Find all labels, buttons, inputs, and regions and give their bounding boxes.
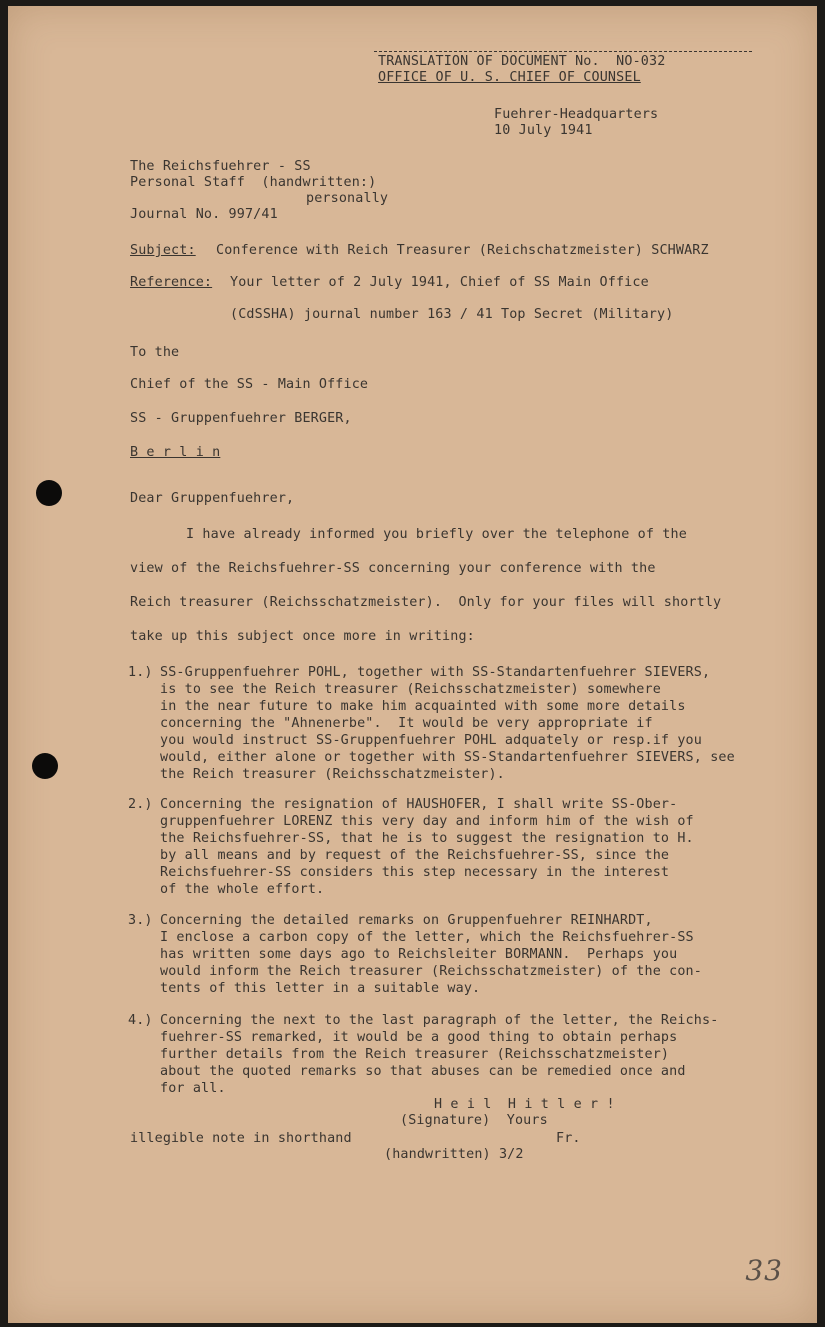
intro-line: view of the Reichsfuehrer-SS concerning your conference with the — [130, 561, 656, 576]
reference-line2: (CdSSHA) journal number 163 / 41 Top Secret (Military) — [230, 307, 674, 322]
header-rule-top — [374, 51, 752, 52]
signature-yours: (Signature) Yours — [400, 1113, 548, 1128]
page-number: 33 — [745, 1254, 783, 1287]
document-page — [8, 6, 817, 1323]
punch-hole-bottom — [32, 753, 58, 779]
point-line: Concerning the detailed remarks on Gruppenfuehrer REINHARDT, — [160, 913, 653, 928]
point-line: you would instruct SS-Gruppenfuehrer POHL adquately or resp.if you — [160, 733, 702, 748]
point-line: tents of this letter in a suitable way. — [160, 981, 481, 996]
point-line: of the whole effort. — [160, 882, 325, 897]
point-number: 4.) — [128, 1013, 153, 1028]
point-line: Reichsfuehrer-SS considers this step necessary in the interest — [160, 865, 670, 880]
point-number: 3.) — [128, 913, 153, 928]
recipient-name: SS - Gruppenfuehrer BERGER, — [130, 411, 352, 426]
recipient-city: B e r l i n — [130, 445, 221, 460]
intro-line: Reich treasurer (Reichsschatzmeister). Only for your files will shortly — [130, 595, 722, 610]
initials: Fr. — [556, 1131, 581, 1146]
point-line: gruppenfuehrer LORENZ this very day and inform him of the wish of — [160, 814, 694, 829]
shorthand-note: illegible note in shorthand — [130, 1131, 352, 1146]
point-line: is to see the Reich treasurer (Reichsschatzmeister) somewhere — [160, 682, 661, 697]
heil-hitler: H e i l H i t l e r ! — [434, 1097, 615, 1112]
point-line: concerning the "Ahnenerbe". It would be very appropriate if — [160, 716, 653, 731]
sender-line1: The Reichsfuehrer - SS — [130, 159, 311, 174]
point-line: the Reichsfuehrer-SS, that he is to suggest the resignation to H. — [160, 831, 694, 846]
intro-line: take up this subject once more in writing: — [130, 629, 475, 644]
place: Fuehrer-Headquarters — [494, 107, 659, 122]
salutation: Dear Gruppenfuehrer, — [130, 491, 295, 506]
point-line: would, either alone or together with SS-Standartenfuehrer SIEVERS, see — [160, 750, 735, 765]
point-line: Concerning the next to the last paragraph of the letter, the Reichs- — [160, 1013, 719, 1028]
handwritten-note: (handwritten) 3/2 — [384, 1147, 524, 1162]
translation-line: TRANSLATION OF DOCUMENT No. NO-032 — [378, 54, 666, 69]
point-paragraph — [160, 796, 694, 898]
point-line: for all. — [160, 1081, 226, 1096]
subject-label: Subject: — [130, 243, 196, 258]
point-number: 1.) — [128, 665, 153, 680]
point-line: in the near future to make him acquainted with some more details — [160, 699, 686, 714]
recipient-office: Chief of the SS - Main Office — [130, 377, 369, 392]
point-line: fuehrer-SS remarked, it would be a good thing to obtain perhaps — [160, 1030, 678, 1045]
office-line: OFFICE OF U. S. CHIEF OF COUNSEL — [378, 70, 641, 85]
journal-number: Journal No. 997/41 — [130, 207, 278, 222]
date: 10 July 1941 — [494, 123, 593, 138]
point-line: further details from the Reich treasurer (Reichsschatzmeister) — [160, 1047, 670, 1062]
point-paragraph — [160, 912, 702, 997]
punch-hole-top — [36, 480, 62, 506]
subject-text: Conference with Reich Treasurer (Reichschatzmeister) SCHWARZ — [216, 243, 709, 258]
point-line: Concerning the resignation of HAUSHOFER, I shall write SS-Ober- — [160, 797, 678, 812]
recipient-to: To the — [130, 345, 180, 360]
point-line: has written some days ago to Reichsleiter BORMANN. Perhaps you — [160, 947, 678, 962]
reference-label: Reference: — [130, 275, 213, 290]
reference-line1: Your letter of 2 July 1941, Chief of SS Main Office — [230, 275, 649, 290]
intro-line: I have already informed you briefly over the telephone of the — [186, 527, 687, 542]
point-line: by all means and by request of the Reichsfuehrer-SS, since the — [160, 848, 670, 863]
point-number: 2.) — [128, 797, 153, 812]
point-line: about the quoted remarks so that abuses can be remedied once and — [160, 1064, 686, 1079]
point-line: the Reich treasurer (Reichsschatzmeister). — [160, 767, 505, 782]
point-line: I enclose a carbon copy of the letter, which the Reichsfuehrer-SS — [160, 930, 694, 945]
point-line: SS-Gruppenfuehrer POHL, together with SS-Standartenfuehrer SIEVERS, — [160, 665, 711, 680]
point-paragraph — [160, 664, 735, 783]
point-line: would inform the Reich treasurer (Reichsschatzmeister) of the con- — [160, 964, 702, 979]
sender-line2: Personal Staff (handwritten:) — [130, 175, 377, 190]
point-paragraph — [160, 1012, 718, 1097]
sender-line3: personally — [306, 191, 389, 206]
